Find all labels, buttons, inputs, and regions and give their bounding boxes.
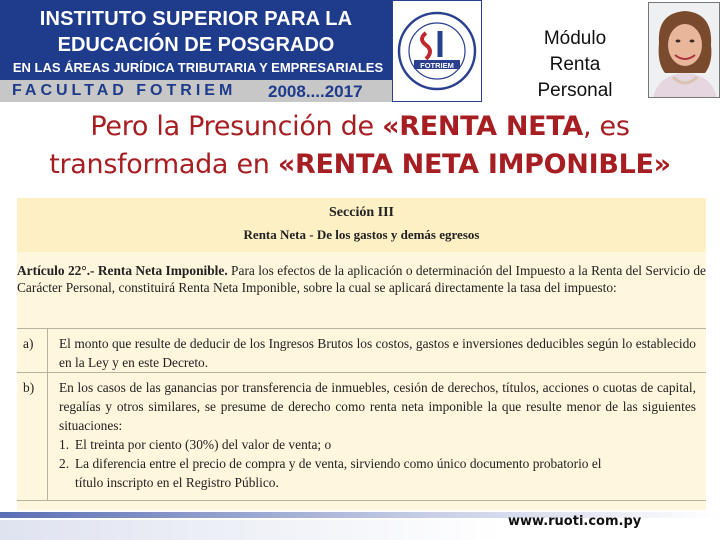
heading-line1-bold: «RENTA NETA [382, 111, 583, 142]
item-text: En los casos de las ganancias por transferencia de inmuebles, cesión de derechos, títulos, acciones o cuotas de capital, regalías y otros similares, se presume de derecho como renta neta imponible la que resulte menor de las siguientes situaciones: [59, 380, 696, 433]
article-paragraph [17, 262, 706, 296]
article-heading: Artículo 22°.- Renta Neta Imponible. [17, 263, 228, 278]
sub-item-continuation: título inscripto en el Registro Público. [75, 475, 279, 490]
section-title: Sección III [329, 205, 394, 220]
faculty-name: FACULTAD FOTRIEM [12, 82, 237, 99]
law-excerpt [17, 198, 706, 510]
list-item [17, 329, 706, 373]
module-title [490, 26, 660, 104]
slide-heading [0, 108, 720, 184]
section-header [17, 198, 706, 252]
institute-name-line1: INSTITUTO SUPERIOR PARA LA [39, 8, 353, 30]
list-item [17, 373, 706, 501]
heading-line1-suffix: , es [582, 111, 630, 142]
section-subtitle: Renta Neta - De los gastos y demás egresos [243, 227, 480, 242]
item-letter: b) [23, 380, 35, 395]
institute-banner [0, 0, 392, 102]
sub-item [59, 435, 696, 454]
presenter-photo [648, 2, 720, 98]
item-divider [47, 329, 48, 372]
sub-item-number: 1. [59, 437, 70, 452]
item-body [59, 373, 706, 498]
heading-line1 [0, 108, 720, 146]
heading-line2-bold: «RENTA NETA IMPONIBLE» [277, 149, 671, 180]
article-text: Para los efectos de la aplicación o determinación del Impuesto a la Renta del Servicio de Carácter Personal, constituirá Renta Neta Imponible, sobre la cual se aplicará directamente la tasa del impuesto: [17, 263, 706, 295]
faculty-years: 2008....2017 [268, 82, 363, 101]
institute-areas: EN LAS ÁREAS JURÍDICA TRIBUTARIA Y EMPRESARIALES [12, 60, 384, 75]
heading-line2 [0, 146, 720, 184]
website-url: www.ruoti.com.py [508, 514, 642, 529]
article-items [17, 328, 706, 501]
fotriem-seal-icon [392, 0, 482, 102]
sub-item-number: 2. [59, 456, 70, 471]
item-divider [47, 373, 48, 500]
module-title-line3: Personal [537, 80, 613, 101]
sub-item-text: La diferencia entre el precio de compra y de venta, sirviendo como único documento probatorio el [75, 456, 602, 471]
institute-name-line2: EDUCACIÓN DE POSGRADO [57, 34, 335, 56]
module-title-line2: Renta [549, 54, 601, 75]
seal-label: FOTRIEM [420, 61, 454, 70]
heading-line2-prefix: transformada en [49, 149, 278, 180]
item-text: El monto que resulte de deducir de los Ingresos Brutos los costos, gastos e inversiones deducibles según lo establecido en la Ley y en este Decreto. [59, 336, 696, 370]
sub-item [59, 454, 696, 473]
item-letter: a) [23, 336, 34, 351]
heading-line1-prefix: Pero la Presunción de [90, 111, 383, 142]
sub-item-text: El treinta por ciento (30%) del valor de venta; o [75, 437, 332, 452]
faculty-strip [0, 80, 392, 102]
module-title-line1: Módulo [543, 28, 607, 49]
